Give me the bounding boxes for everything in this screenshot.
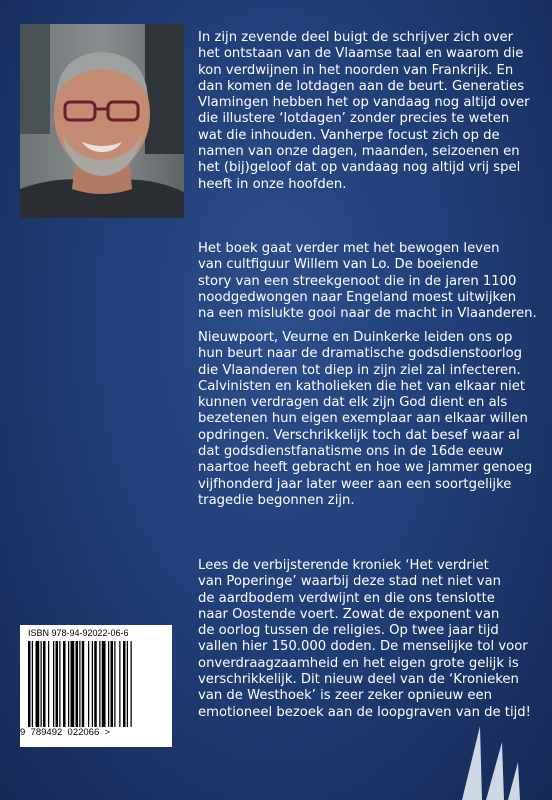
barcode-bar	[68, 641, 69, 727]
barcode-bar	[41, 641, 42, 727]
barcode-bar	[114, 641, 115, 727]
barcode	[20, 625, 172, 747]
barcode-bar	[119, 641, 120, 727]
barcode-bar	[71, 641, 75, 727]
blurb-religion: Nieuwpoort, Veurne en Duinkerke leiden ons op hun beurt naar de dramatische godsdienstoorlog die Vlaanderen tot diep in zijn ziel zal infecteren. Calvinisten en katholieken die het van elkaar niet kunnen verdragen dat elk zijn God dient en als bezetenen hun eigen exemplaar aan elkaar willen opdringen. Verschrikkelijk toch dat besef waar al dat godsdienstfanatisme ons in de 16de eeuw naartoe heeft gebracht en hoe we jammer genoeg vijfhonderd jaar later weer aan een soortgelijke tragedie begonnen zijn.	[198, 330, 533, 508]
barcode-bar	[28, 641, 31, 727]
barcode-bar	[94, 641, 97, 727]
barcode-bar	[32, 641, 33, 727]
barcode-bar	[111, 641, 114, 727]
blurb-intro: In zijn zevende deel buigt de schrijver zich over het ontstaan van de Vlaamse taal en waarom die kon verdwijnen in het noorden van Frankrijk. En dan komen de lotdagen aan de beurt. Generaties Vlamingen hebben het op vandaag nog altijd over die illustere ‘lotdagen’ zonder precies te weten wat die inhouden. Vanherpe focust zich op de namen van onze dagen, maanden, seizoenen en het (bij)geloof dat op vandaag nog altijd vrij spel heeft in onze hoofden.	[198, 30, 530, 192]
barcode-bar	[56, 641, 59, 727]
blurb-willem: Het boek gaat verder met het bewogen leven van cultfiguur Willem van Lo. De boeiende story van een streekgenoot die in de jaren 1100 noodgedwongen naar Engeland moest uitwijken na een mislukte gooi naar de macht in Vlaanderen.	[198, 241, 537, 322]
barcode-bar	[92, 641, 93, 727]
barcode-bar	[79, 641, 80, 727]
barcode-bar	[131, 641, 132, 727]
barcode-bar	[123, 641, 126, 727]
barcode-digits: 9 789492 022066 >	[20, 727, 111, 738]
barcode-bar	[53, 641, 54, 727]
barcode-bar	[76, 641, 79, 727]
barcode-bar	[59, 641, 60, 727]
barcode-bar	[43, 641, 46, 727]
barcode-bar	[48, 641, 49, 727]
barcode-bar	[63, 641, 66, 727]
publisher-logo	[458, 722, 522, 800]
barcode-bar	[36, 641, 40, 727]
barcode-bar	[102, 641, 106, 727]
barcode-bar	[88, 641, 89, 727]
author-photo	[20, 24, 184, 218]
blurb-poperinge: Lees de verbijsterende kroniek ‘Het verdriet van Poperinge’ waarbij deze stad net niet van de aardbodem verdwijnt en die ons tenslotte naar Oostende voert. Zowat de exponent van de oorlog tussen de religies. Op twee jaar tijd vallen hier 150.000 doden. De menselijke tol voor onverdraagzaamheid en het eigen grote gelijk is verschrikkelijk. Dit nieuw deel van de ‘Kronieken van de Westhoek’ is zeer zeker opnieuw een emotioneel bezoek aan de loopgraven van de tijd!	[198, 558, 531, 720]
barcode-bars	[28, 641, 164, 727]
barcode-bar	[108, 641, 109, 727]
barcode-bar	[82, 641, 85, 727]
barcode-bar	[127, 641, 128, 727]
isbn-label: ISBN 978-94-92022-06-6	[28, 628, 129, 638]
barcode-bar	[99, 641, 100, 727]
